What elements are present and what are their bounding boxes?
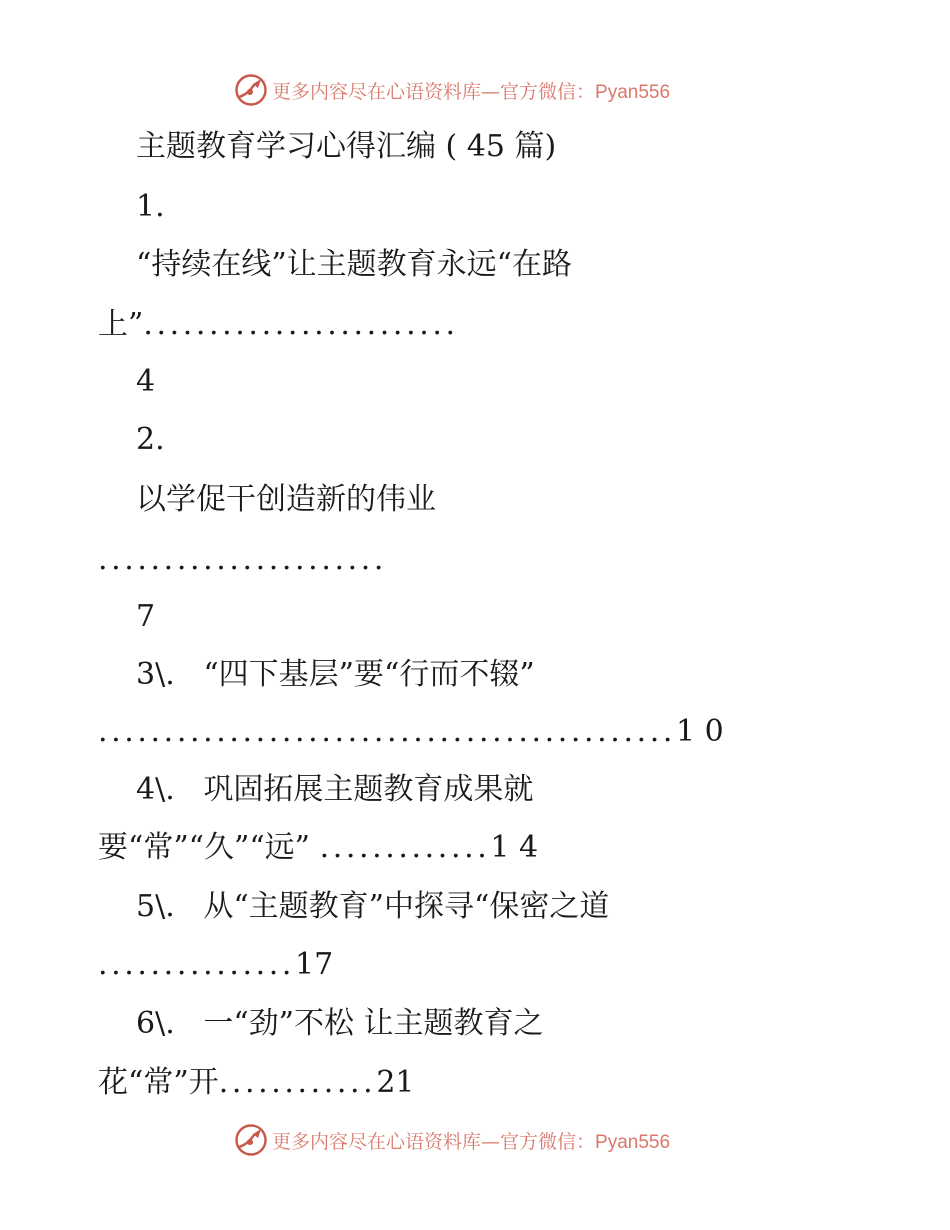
toc-entry-1-number: 1.	[136, 189, 165, 224]
toc-entry-3-leader-line	[98, 712, 724, 752]
toc-entry-5-heading	[136, 887, 609, 927]
watermark-text: 更多内容尽在心语资料库—官方微信：Pyan556	[272, 80, 671, 103]
toc-entry-6-page: 21	[376, 1065, 415, 1100]
toc-entry-1-leader: ........................	[143, 307, 459, 342]
toc-entry-4-page: 1 4	[490, 830, 539, 865]
watermark-banner-bottom	[0, 1120, 950, 1160]
toc-entry-3-page: 1 0	[676, 714, 724, 749]
toc-entry-2-leader: ......................	[98, 542, 387, 577]
toc-entry-1-page: 4	[136, 364, 156, 399]
pen-logo-icon	[234, 73, 268, 107]
toc-entry-5-number: 5\.	[136, 889, 175, 924]
toc-entry-4-leader: .............	[319, 830, 491, 865]
toc-entry-5-title: 从“主题教育”中探寻“保密之道	[203, 889, 610, 924]
pen-logo-icon	[234, 1123, 268, 1157]
toc-entry-6-leader: ............	[218, 1065, 377, 1100]
toc-entry-6-title: 一“劲”不松 让主题教育之	[203, 1006, 544, 1041]
toc-entry-6-heading	[136, 1004, 544, 1044]
toc-entry-4-title: 巩固拓展主题教育成果就	[203, 772, 534, 807]
toc-entry-1-title: “持续在线”让主题教育永远“在路	[136, 247, 573, 282]
toc-entry-5-page: 17	[295, 947, 334, 982]
toc-entry-2-number: 2.	[136, 422, 165, 457]
toc-entry-2-page: 7	[136, 599, 156, 634]
toc-entry-5-leader: ...............	[98, 947, 296, 982]
toc-entry-3-heading	[136, 655, 535, 695]
toc-entry-4-number: 4\.	[136, 772, 175, 807]
toc-entry-3-title: “四下基层”要“行而不辍”	[203, 657, 535, 692]
toc-entry-5-leader-line	[98, 945, 333, 985]
toc-entry-2-title: 以学促干创造新的伟业	[136, 482, 436, 517]
toc-entry-6-number: 6\.	[136, 1006, 175, 1041]
toc-entry-3-leader: ............................................	[98, 714, 676, 749]
watermark-banner-top	[0, 70, 950, 110]
toc-entry-6-title-continued: 花“常”开............21	[98, 1065, 415, 1100]
toc-entry-1-title-continued: 上”........................	[98, 307, 459, 342]
document-title: 主题教育学习心得汇编 ( 45 篇)	[136, 129, 557, 164]
watermark-text: 更多内容尽在心语资料库—官方微信：Pyan556	[272, 1130, 671, 1153]
toc-entry-4-heading	[136, 770, 533, 810]
toc-entry-4-title-continued: 要“常”“久”“远” .............1 4	[98, 830, 539, 865]
toc-entry-3-number: 3\.	[136, 657, 175, 692]
